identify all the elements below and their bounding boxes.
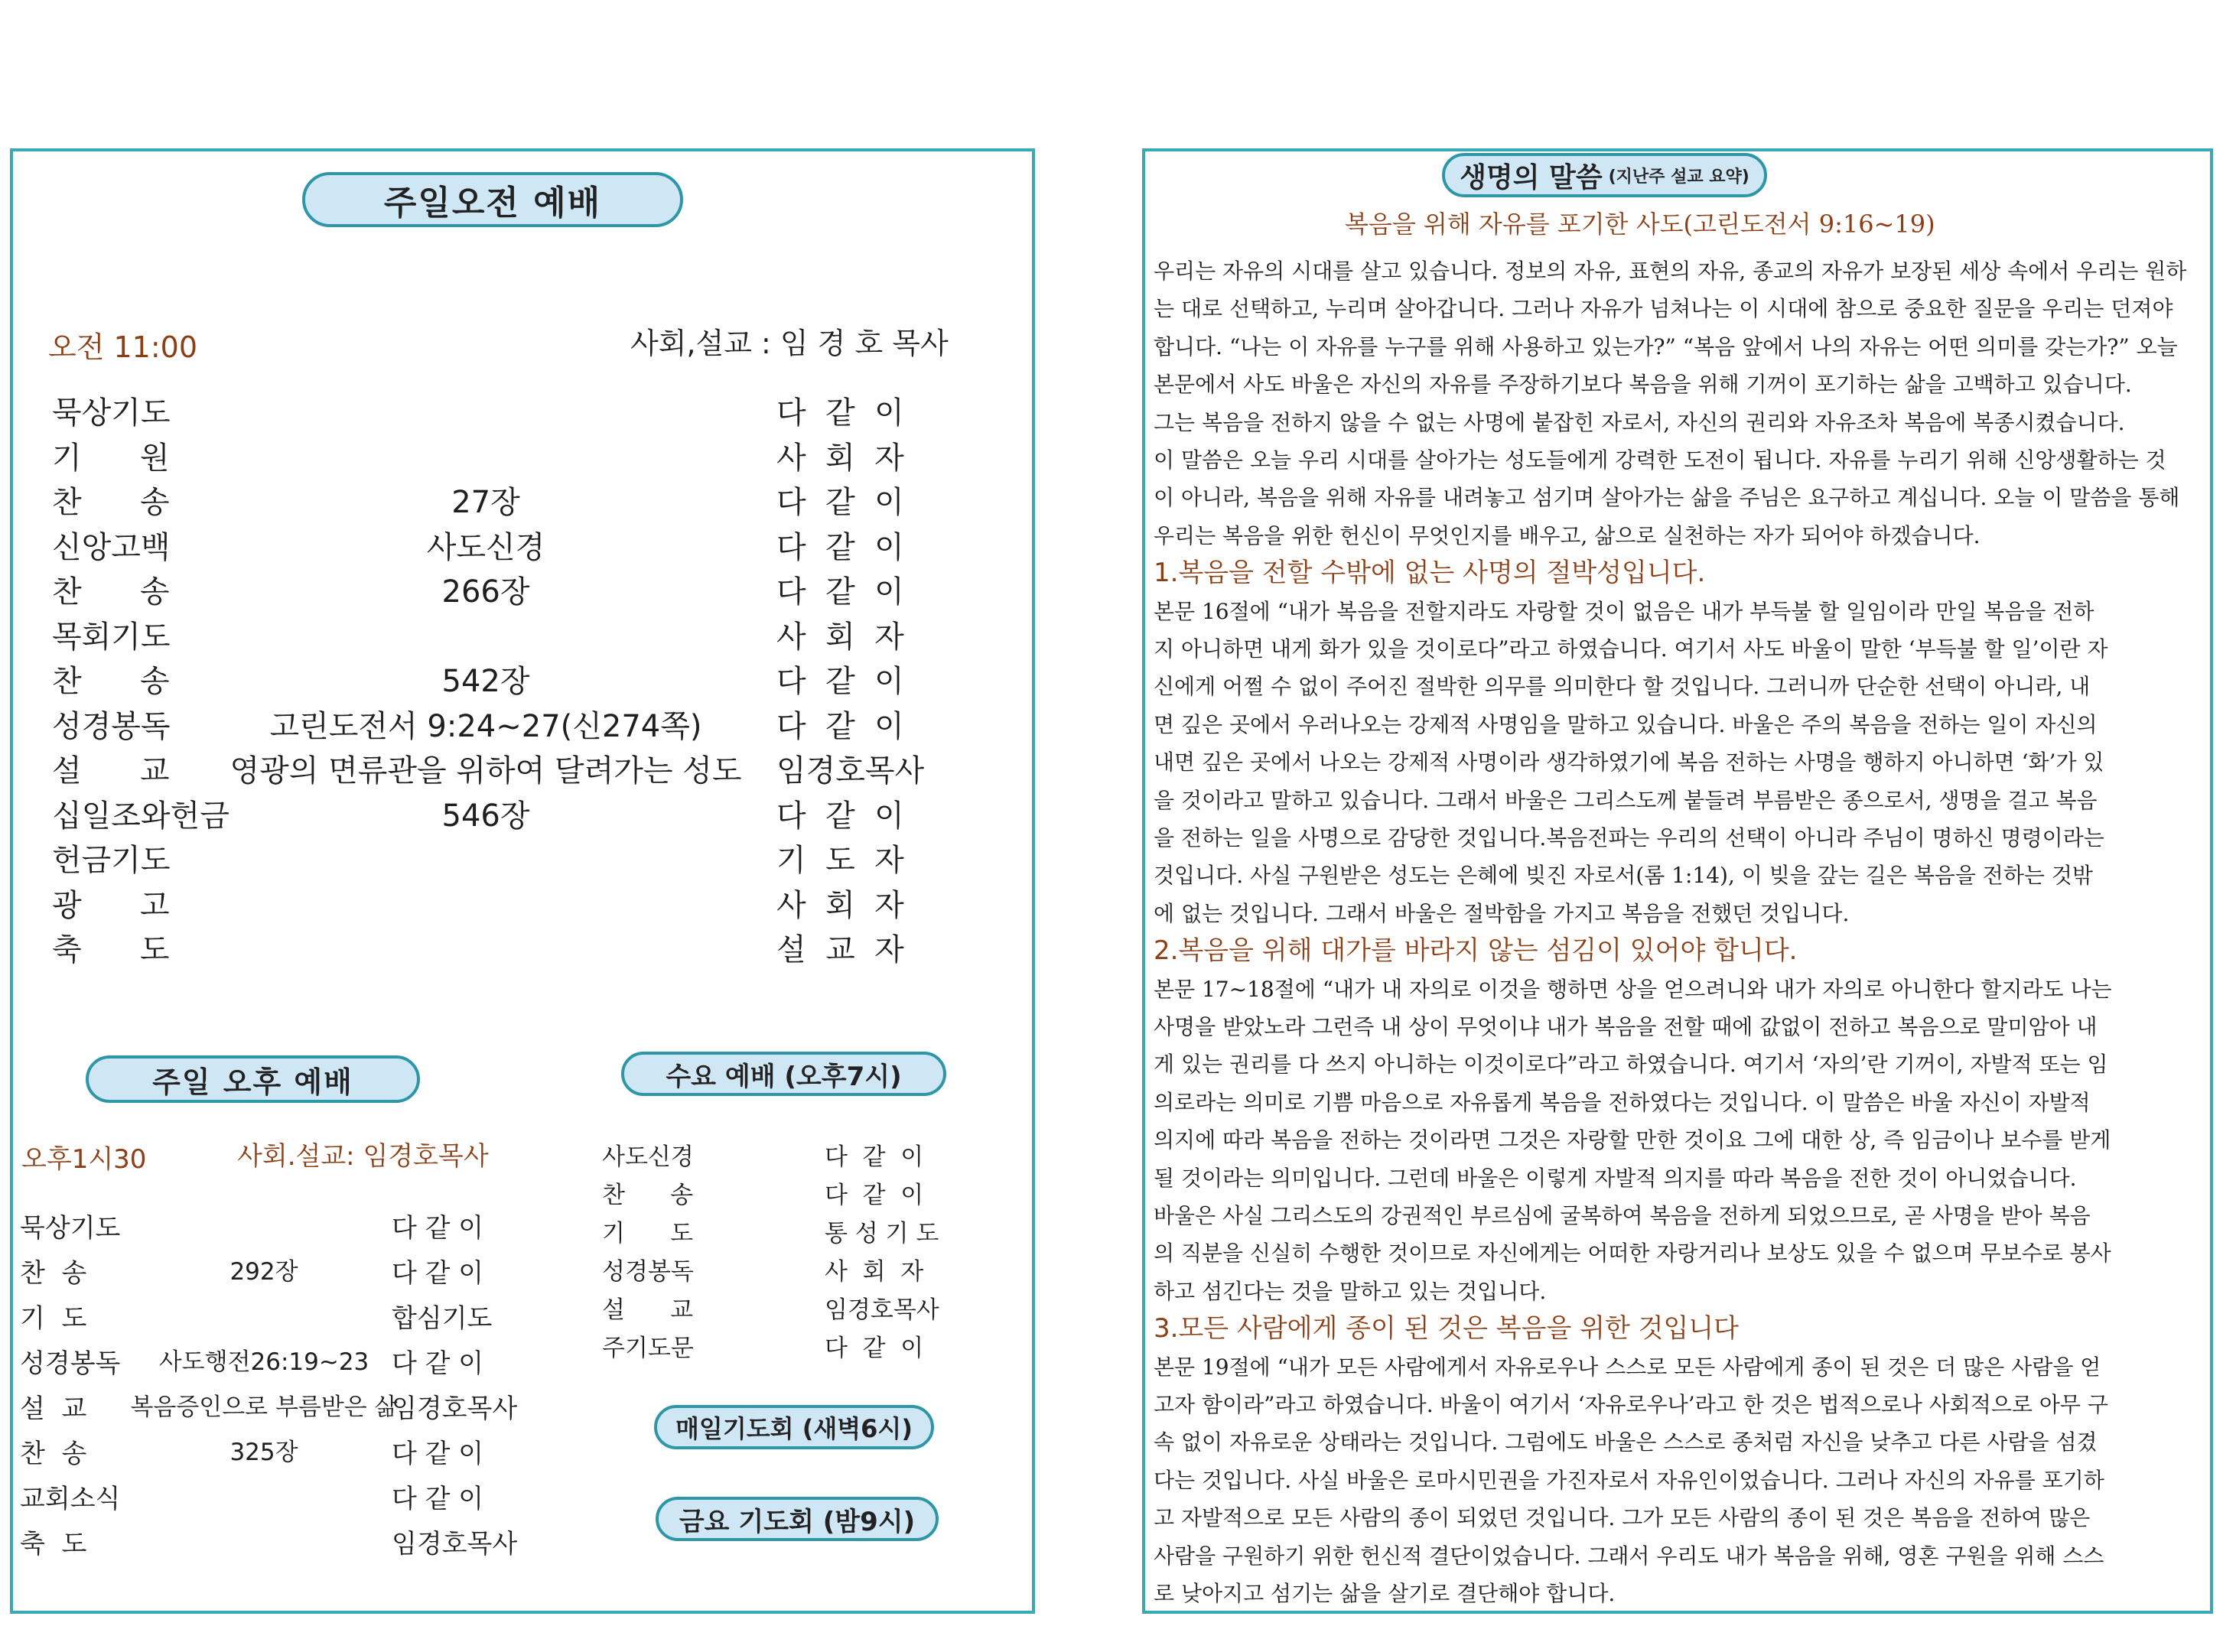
sermon-paragraph-line: 될 것이라는 의미입니다. 그런데 바울은 이렇게 자발적 의지를 따라 복음을 전한 것이 아니었습니다. bbox=[1154, 1165, 2077, 1191]
sermon-paragraph-line: 본문에서 사도 바울은 자신의 자유를 주장하기보다 복음을 위해 기꺼이 포기하는 삶을 고백하고 있습니다. bbox=[1154, 372, 2132, 398]
order-row bbox=[0, 1387, 581, 1430]
order-item-leader: 통 성 기 도 bbox=[825, 1220, 939, 1247]
order-item-name: 찬 송 bbox=[602, 1182, 694, 1209]
sermon-paragraph-line: 본문 19절에 “내가 모든 사람에게서 자유로우나 스스로 모든 사람에게 종이 된 것은 더 많은 사람을 얻 bbox=[1154, 1354, 2101, 1380]
order-item-content: 27장 bbox=[451, 485, 520, 520]
afternoon-service-title: 주일 오후 예배 bbox=[86, 1055, 420, 1103]
sermon-point-heading: 2.복음을 위해 대가를 바라지 않는 섬김이 있어야 합니다. bbox=[1154, 935, 1798, 967]
sermon-paragraph-line: 고자 함이라”라고 하였습니다. 바울이 여기서 ‘자유로우나’라고 한 것은 법적으로나 사회적으로 아무 구 bbox=[1154, 1392, 2108, 1417]
order-item-leader: 다 같 이 bbox=[776, 708, 904, 744]
order-item-leader: 사 회 자 bbox=[825, 1258, 924, 1286]
morning-service-title: 주일오전 예배 bbox=[302, 172, 683, 227]
order-row bbox=[0, 523, 1033, 567]
order-row bbox=[0, 613, 1033, 657]
sermon-paragraph-line: 우리는 복음을 위한 헌신이 무엇인지를 배우고, 삶으로 실천하는 자가 되어야 하겠습니다. bbox=[1154, 522, 1981, 548]
order-item-leader: 합심기도 bbox=[392, 1303, 493, 1334]
order-row bbox=[0, 434, 1033, 478]
sermon-paragraph-line: 것입니다. 사실 구원받은 성도는 은혜에 빚진 자로서(롬 1:14), 이 빚을 갚는 길은 복음을 전하는 것밖 bbox=[1154, 863, 2093, 889]
order-item-leader: 다 같 이 bbox=[776, 574, 904, 610]
order-row bbox=[0, 746, 1033, 791]
order-item-name: 목회기도 bbox=[52, 619, 171, 655]
order-item-content: 사도신경 bbox=[426, 529, 545, 565]
sermon-paragraph-line: 지 아니하면 내게 화가 있을 것이로다”라고 하였습니다. 여기서 사도 바울이 말한 ‘부득불 할 일’이란 자 bbox=[1154, 636, 2108, 662]
order-item-leader: 사 회 자 bbox=[776, 619, 904, 655]
sermon-paragraph-line: 우리는 자유의 시대를 살고 있습니다. 정보의 자유, 표현의 자유, 종교의 자유가 보장된 세상 속에서 우리는 원하 bbox=[1154, 259, 2187, 284]
afternoon-service-leader: 사회.설교: 임경호목사 bbox=[237, 1141, 489, 1172]
order-item-leader: 다 같 이 bbox=[392, 1213, 484, 1244]
order-row bbox=[0, 1214, 1033, 1252]
order-item-leader: 설 교 자 bbox=[776, 932, 904, 967]
sermon-paragraph-line: 게 있는 권리를 다 쓰지 아니하는 이것이로다”라고 하였습니다. 여기서 ‘자의’란 기꺼이, 자발적 또는 임 bbox=[1154, 1052, 2108, 1078]
order-row bbox=[0, 1432, 581, 1475]
order-item-leader: 다 같 이 bbox=[392, 1348, 484, 1379]
sermon-paragraph-line: 합니다. “나는 이 자유를 누구를 위해 사용하고 있는가?” “복음 앞에서 나의 자유는 어떤 의미를 갖는가?” 오늘 bbox=[1154, 333, 2178, 359]
order-item-content: 영광의 면류관을 위하여 달려가는 성도 bbox=[229, 753, 742, 789]
order-row bbox=[0, 702, 1033, 746]
order-item-leader: 다 같 이 bbox=[392, 1484, 484, 1514]
order-item-content: 복음증인으로 부름받은 삶 bbox=[130, 1393, 398, 1421]
order-row bbox=[0, 1478, 581, 1520]
sermon-paragraph-line: 이 말씀은 오늘 우리 시대를 살아가는 성도들에게 강력한 도전이 됩니다. 자유를 누리기 위해 신앙생활하는 것 bbox=[1154, 447, 2166, 473]
sermon-paragraph-line: 을 것이라고 말하고 있습니다. 그래서 바울은 그리스도께 붙들려 부름받은 종으로서, 생명을 걸고 복음 bbox=[1154, 787, 2098, 813]
order-item-name: 교회소식 bbox=[20, 1484, 121, 1514]
order-item-leader: 다 같 이 bbox=[825, 1182, 924, 1209]
sermon-paragraph-line: 내면 깊은 곳에서 나오는 강제적 사명이라 생각하였기에 복음 전하는 사명을 행하지 아니하면 ‘화’가 있 bbox=[1154, 750, 2104, 776]
friday-prayer-title: 금요 기도회 (밤9시) bbox=[656, 1497, 939, 1541]
order-item-leader: 다 같 이 bbox=[825, 1143, 924, 1171]
sermon-paragraph-line: 는 대로 선택하고, 누리며 살아갑니다. 그러나 자유가 넘쳐나는 이 시대에 참으로 중요한 질문을 우리는 던져야 bbox=[1154, 296, 2173, 322]
order-item-leader: 사 회 자 bbox=[776, 887, 904, 923]
sermon-paragraph-line: 사명을 받았노라 그런즉 내 상이 무엇이냐 내가 복음을 전할 때에 값없이 전하고 복음으로 말미암아 내 bbox=[1154, 1014, 2098, 1039]
order-item-leader: 다 같 이 bbox=[776, 798, 904, 834]
order-item-leader: 다 같 이 bbox=[825, 1335, 924, 1362]
order-item-name: 찬 송 bbox=[52, 485, 170, 520]
order-item-content: 고린도전서 9:24~27(신274쪽) bbox=[269, 708, 702, 744]
afternoon-service-time: 오후1시30 bbox=[21, 1144, 147, 1175]
order-row bbox=[0, 836, 1033, 880]
daily-prayer-title: 매일기도회 (새벽6시) bbox=[654, 1405, 934, 1449]
order-item-content: 325장 bbox=[229, 1439, 298, 1466]
sermon-paragraph-line: 속 없이 자유로운 상태라는 것입니다. 그럼에도 바울은 스스로 종처럼 자신을 낮추고 다른 사람을 섬겼 bbox=[1154, 1429, 2098, 1455]
sermon-title-badge: 생명의 말씀 (지난주 설교 요약) bbox=[1442, 153, 1767, 197]
order-item-name: 찬 송 bbox=[52, 664, 170, 699]
order-item-leader: 사 회 자 bbox=[776, 440, 904, 476]
sermon-paragraph-line: 고 자발적으로 모든 사람의 종이 되었던 것입니다. 그가 모든 사람의 종이 된 것은 복음을 전하여 많은 bbox=[1154, 1505, 2091, 1531]
order-item-leader: 다 같 이 bbox=[392, 1258, 484, 1289]
order-item-content: 546장 bbox=[441, 798, 530, 834]
wednesday-service-title: 수요 예배 (오후7시) bbox=[621, 1052, 946, 1096]
sermon-paragraph-line: 을 전하는 일을 사명으로 감당한 것입니다.복음전파는 우리의 선택이 아니라 주님이 명하신 명령이라는 bbox=[1154, 825, 2104, 850]
order-item-name: 십일조와헌금 bbox=[52, 798, 229, 834]
order-item-content: 266장 bbox=[441, 574, 530, 610]
order-item-name: 신앙고백 bbox=[52, 529, 171, 565]
order-row bbox=[0, 1252, 1033, 1290]
morning-service-time: 오전 11:00 bbox=[48, 330, 198, 364]
order-item-name: 찬 송 bbox=[52, 574, 170, 610]
order-item-name: 설 교 bbox=[602, 1296, 694, 1324]
sermon-paragraph-line: 이 아니라, 복음을 위해 자유를 내려놓고 섬기며 살아가는 삶을 주님은 요구하고 계십니다. 오늘 이 말씀을 통해 bbox=[1154, 485, 2180, 511]
sermon-point-heading: 3.모든 사람에게 종이 된 것은 복음을 위한 것입니다 bbox=[1154, 1313, 1739, 1345]
order-item-leader: 다 같 이 bbox=[776, 664, 904, 699]
order-item-name: 찬 송 bbox=[20, 1439, 87, 1469]
sermon-subtitle: 복음을 위해 자유를 포기한 사도(고린도전서 9:16~19) bbox=[1345, 210, 1935, 239]
order-item-name: 축 도 bbox=[20, 1529, 87, 1559]
order-item-name: 축 도 bbox=[52, 932, 170, 967]
order-item-name: 설 교 bbox=[52, 753, 170, 789]
sermon-paragraph-line: 에 없는 것입니다. 그래서 바울은 절박함을 가지고 복음을 전했던 것입니다. bbox=[1154, 900, 1850, 926]
order-item-leader: 다 같 이 bbox=[776, 485, 904, 520]
order-item-name: 설 교 bbox=[20, 1393, 87, 1424]
order-item-leader: 임경호목사 bbox=[392, 1529, 518, 1559]
order-item-name: 광 고 bbox=[52, 887, 170, 923]
order-row bbox=[0, 1328, 1033, 1367]
sermon-paragraph-line: 본문 16절에 “내가 복음을 전할지라도 자랑할 것이 없음은 내가 부득불 할 일임이라 만일 복음을 전하 bbox=[1154, 598, 2094, 624]
order-item-content: 사도행전26:19~23 bbox=[158, 1348, 369, 1376]
order-row bbox=[0, 1523, 581, 1566]
order-row bbox=[0, 389, 1033, 433]
order-row bbox=[0, 1137, 1033, 1176]
order-item-leader: 다 같 이 bbox=[776, 395, 904, 431]
sermon-paragraph-line: 바울은 사실 그리스도의 강권적인 부르심에 굴복하여 복음을 전하게 되었으므로, 곧 사명을 받아 복음 bbox=[1154, 1203, 2091, 1228]
order-item-leader: 다 같 이 bbox=[776, 529, 904, 565]
order-item-name: 기 도 bbox=[20, 1303, 87, 1334]
sermon-paragraph-line: 본문 17~18절에 “내가 내 자의로 이것을 행하면 상을 얻으려니와 내가 자의로 아니한다 할지라도 나는 bbox=[1154, 976, 2112, 1002]
order-item-name: 기 도 bbox=[602, 1220, 694, 1247]
order-item-name: 묵상기도 bbox=[20, 1213, 121, 1244]
sermon-paragraph-line: 면 깊은 곳에서 우러나오는 강제적 사명임을 말하고 있습니다. 바울은 주의 복음을 전하는 일이 자신의 bbox=[1154, 711, 2098, 737]
order-item-name: 기 원 bbox=[52, 440, 170, 476]
sermon-paragraph-line: 그는 복음을 전하지 않을 수 없는 사명에 붙잡힌 자로서, 자신의 권리와 자유조차 복음에 복종시켰습니다. bbox=[1154, 409, 2125, 435]
order-row bbox=[0, 657, 1033, 701]
order-item-leader: 임경호목사 bbox=[392, 1393, 518, 1424]
order-item-name: 사도신경 bbox=[602, 1143, 694, 1171]
sermon-paragraph-line: 의로라는 의미로 기쁨 마음으로 자유롭게 복음을 전하였다는 것입니다. 이 말씀은 바울 자신이 자발적 bbox=[1154, 1089, 2091, 1115]
order-item-content: 292장 bbox=[229, 1258, 298, 1286]
order-row bbox=[0, 478, 1033, 522]
order-row bbox=[0, 792, 1033, 836]
sermon-paragraph-line: 신에게 어쩔 수 없이 주어진 절박한 의무를 의미한다 할 것입니다. 그러니까 단순한 선택이 아니라, 내 bbox=[1154, 674, 2091, 700]
sermon-paragraph-line: 의지에 따라 복음을 전하는 것이라면 그것은 자랑할 만한 것이요 그에 대한 상, 즉 임금이나 보수를 받게 bbox=[1154, 1127, 2111, 1153]
sermon-paragraph-line: 다는 것입니다. 사실 바울은 로마시민권을 가진자로서 자유인이었습니다. 그러나 자신의 자유를 포기하 bbox=[1154, 1467, 2104, 1493]
order-row bbox=[0, 1290, 1033, 1328]
order-item-content: 542장 bbox=[441, 664, 530, 699]
sermon-point-heading: 1.복음을 전할 수밖에 없는 사명의 절박성입니다. bbox=[1154, 558, 1706, 589]
wednesday-order-list bbox=[0, 1137, 1033, 1382]
order-row bbox=[0, 881, 1033, 925]
order-item-name: 주기도문 bbox=[602, 1335, 694, 1362]
order-item-name: 묵상기도 bbox=[52, 395, 171, 431]
order-item-name: 헌금기도 bbox=[52, 843, 171, 878]
morning-order-list bbox=[0, 389, 1033, 970]
sermon-paragraph-line: 로 낮아지고 섬기는 삶을 살기로 결단해야 합니다. bbox=[1154, 1581, 1616, 1606]
order-row bbox=[0, 567, 1033, 612]
order-item-leader: 다 같 이 bbox=[392, 1439, 484, 1469]
order-row bbox=[0, 925, 1033, 970]
order-item-leader: 기 도 자 bbox=[776, 843, 904, 878]
order-item-leader: 임경호목사 bbox=[825, 1296, 939, 1324]
order-item-leader: 임경호목사 bbox=[776, 753, 925, 789]
sermon-paragraph-line: 의 직분을 신실히 수행한 것이므로 자신에게는 어떠한 자랑거리나 보상도 있을 수 없으며 무보수로 봉사 bbox=[1154, 1241, 2111, 1267]
sermon-paragraph-line: 하고 섬긴다는 것을 말하고 있는 것입니다. bbox=[1154, 1278, 1547, 1304]
morning-service-leader: 사회,설교 : 임 경 호 목사 bbox=[630, 327, 949, 360]
order-row bbox=[0, 1176, 1033, 1214]
order-item-name: 성경봉독 bbox=[52, 708, 171, 744]
order-item-name: 찬 송 bbox=[20, 1258, 87, 1289]
sermon-paragraph-line: 사람을 구원하기 위한 헌신적 결단이었습니다. 그래서 우리도 내가 복음을 위해, 영혼 구원을 위해 스스 bbox=[1154, 1543, 2104, 1569]
order-item-name: 성경봉독 bbox=[20, 1348, 121, 1379]
order-item-name: 성경봉독 bbox=[602, 1258, 694, 1286]
